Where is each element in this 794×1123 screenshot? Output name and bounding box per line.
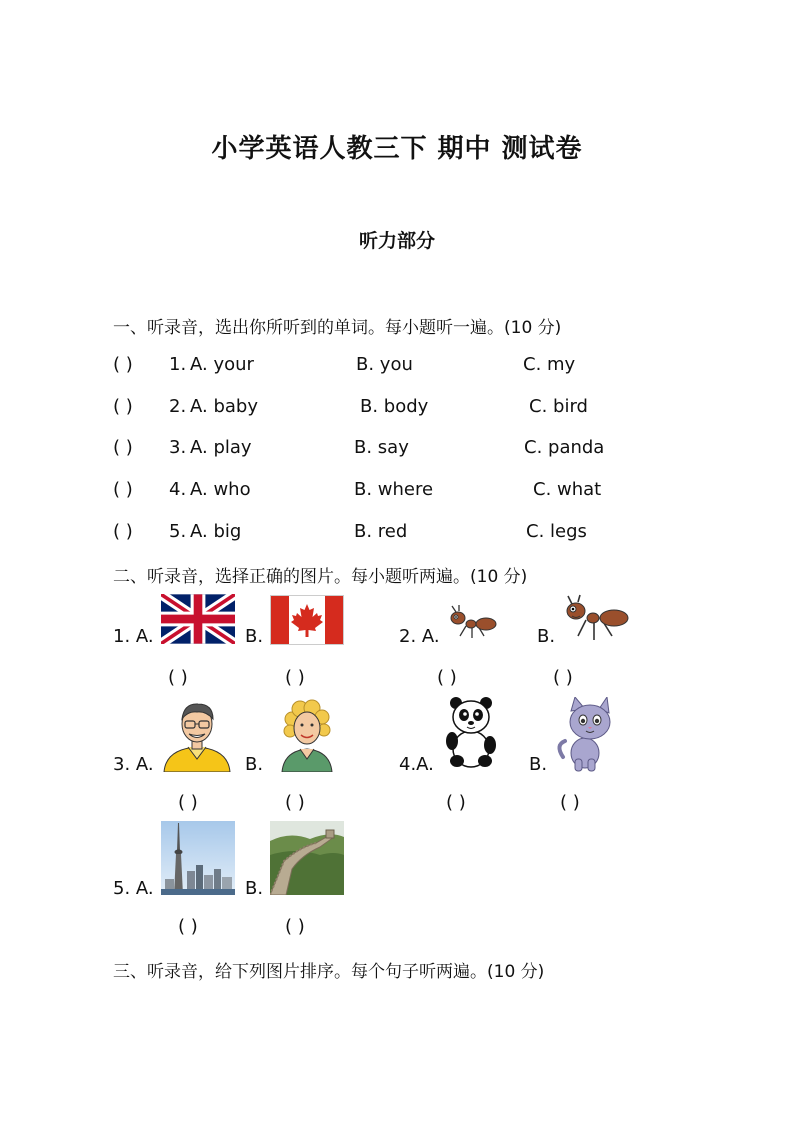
option-a: A. your xyxy=(190,354,254,375)
woman-icon xyxy=(270,697,344,772)
option-b: B. red xyxy=(354,521,408,542)
great-wall-image[interactable] xyxy=(270,821,344,895)
option-a: A. big xyxy=(190,521,242,542)
uk-flag-image[interactable] xyxy=(161,594,235,644)
maple-leaf-icon xyxy=(271,596,343,644)
woman-image[interactable] xyxy=(270,697,344,772)
option-b: B. body xyxy=(360,396,429,417)
option-b: B. where xyxy=(354,479,434,500)
answer-blank[interactable]: ( ) xyxy=(113,437,133,458)
question-number: 2. xyxy=(169,396,187,417)
item-3-b-label: B. xyxy=(245,754,264,775)
item-5-label: 5. A. xyxy=(113,878,154,899)
uk-flag-icon xyxy=(161,594,235,644)
option-c: C. panda xyxy=(524,437,605,458)
answer-blank[interactable]: ( ) xyxy=(113,354,133,375)
item-1-label: 1. A. xyxy=(113,626,154,647)
man-icon xyxy=(160,697,234,772)
cat-image[interactable] xyxy=(555,697,621,772)
answer-blank[interactable]: ( ) xyxy=(113,521,133,542)
option-b: B. say xyxy=(354,437,409,458)
section1-heading: 一、听录音，选出你所听到的单词。每小题听一遍。(10 分) xyxy=(113,318,562,338)
panda-image[interactable] xyxy=(443,695,499,771)
section2-heading: 二、听录音，选择正确的图片。每小题听两遍。(10 分) xyxy=(113,567,528,587)
cn-tower-image[interactable] xyxy=(161,821,235,895)
cn-tower-icon xyxy=(161,821,235,895)
section-subtitle: 听力部分 xyxy=(358,230,435,252)
answer-blank[interactable]: ( ) xyxy=(446,792,466,813)
item-3-label: 3. A. xyxy=(113,754,154,775)
answer-blank[interactable]: ( ) xyxy=(113,479,133,500)
option-c: C. my xyxy=(523,354,576,375)
canada-flag-image[interactable] xyxy=(270,595,344,645)
answer-blank[interactable]: ( ) xyxy=(437,667,457,688)
question-number: 3. xyxy=(169,437,187,458)
item-2-b-label: B. xyxy=(537,626,556,647)
man-image[interactable] xyxy=(160,697,234,772)
item-4-label: 4.A. xyxy=(399,754,434,775)
question-number: 5. xyxy=(169,521,187,542)
ant-icon xyxy=(444,604,500,644)
answer-blank[interactable]: ( ) xyxy=(168,667,188,688)
ant-small-image[interactable] xyxy=(444,604,500,644)
question-number: 4. xyxy=(169,479,187,500)
page-title: 小学英语人教三下 期中 测试卷 xyxy=(211,134,583,164)
answer-blank[interactable]: ( ) xyxy=(178,916,198,937)
answer-blank[interactable]: ( ) xyxy=(560,792,580,813)
question-number: 1. xyxy=(169,354,187,375)
option-b: B. you xyxy=(356,354,413,375)
cat-icon xyxy=(555,697,621,772)
answer-blank[interactable]: ( ) xyxy=(285,916,305,937)
ant-icon xyxy=(558,594,632,644)
answer-blank[interactable]: ( ) xyxy=(113,396,133,417)
great-wall-icon xyxy=(270,821,344,895)
item-4-b-label: B. xyxy=(529,754,548,775)
panda-icon xyxy=(443,695,499,771)
item-1-b-label: B. xyxy=(245,626,264,647)
item-2-label: 2. A. xyxy=(399,626,440,647)
option-c: C. what xyxy=(533,479,602,500)
option-c: C. legs xyxy=(526,521,587,542)
answer-blank[interactable]: ( ) xyxy=(553,667,573,688)
option-a: A. who xyxy=(190,479,251,500)
option-a: A. play xyxy=(190,437,252,458)
ant-large-image[interactable] xyxy=(558,594,632,644)
option-c: C. bird xyxy=(529,396,588,417)
option-a: A. baby xyxy=(190,396,258,417)
answer-blank[interactable]: ( ) xyxy=(285,792,305,813)
item-5-b-label: B. xyxy=(245,878,264,899)
section3-heading: 三、听录音，给下列图片排序。每个句子听两遍。(10 分) xyxy=(113,962,545,982)
answer-blank[interactable]: ( ) xyxy=(178,792,198,813)
answer-blank[interactable]: ( ) xyxy=(285,667,305,688)
